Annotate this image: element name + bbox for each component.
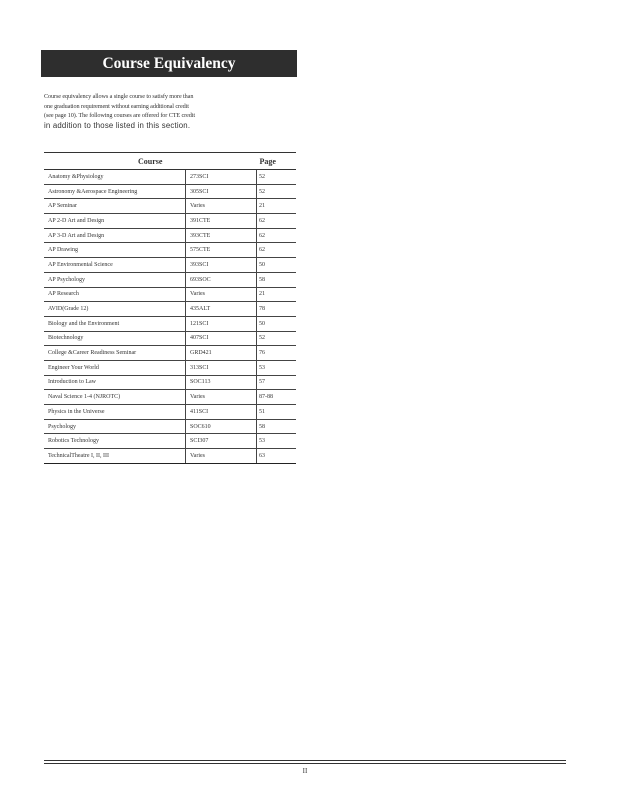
course-number-cell: 273SCI: [186, 170, 257, 185]
table-row: [44, 287, 296, 302]
table-row: [44, 419, 296, 434]
course-number-cell: SCI307: [186, 434, 257, 449]
table-row: [44, 316, 296, 331]
table-row: [44, 405, 296, 420]
course-page-cell: 52: [257, 331, 297, 346]
table-row: [44, 346, 296, 361]
course-number-cell: 411SCI: [186, 405, 257, 420]
course-name-cell: AVID(Grade 12): [44, 302, 186, 317]
course-name-cell: Physics in the Universe: [44, 405, 186, 420]
course-number-cell: 391CTE: [186, 214, 257, 229]
course-name-cell: Naval Science 1-4 (NJROTC): [44, 390, 186, 405]
course-number-cell: Varies: [186, 390, 257, 405]
course-number-cell: 305SCI: [186, 184, 257, 199]
table-row: [44, 184, 296, 199]
table-row: [44, 360, 296, 375]
footer-rule: [44, 763, 566, 764]
table-header-row: [44, 153, 296, 170]
course-number-cell: 393SCI: [186, 258, 257, 273]
intro-line: (see page 10). The following courses are offered for CTE credit: [44, 112, 196, 120]
course-page-cell: 58: [257, 419, 297, 434]
course-page-cell: 62: [257, 228, 297, 243]
course-name-cell: AP 2-D Art and Design: [44, 214, 186, 229]
page-title: Course Equivalency: [41, 50, 297, 77]
course-page-cell: 51: [257, 405, 297, 420]
course-number-cell: 121SCI: [186, 316, 257, 331]
course-name-cell: AP Drawing: [44, 243, 186, 258]
course-page-cell: 52: [257, 184, 297, 199]
course-name-cell: Biology and the Environment: [44, 316, 186, 331]
course-number-cell: Varies: [186, 287, 257, 302]
course-name-cell: Anatomy &Physiology: [44, 170, 186, 185]
course-number-cell: 435ALT: [186, 302, 257, 317]
course-number-cell: 575CTE: [186, 243, 257, 258]
course-number-cell: 393CTE: [186, 228, 257, 243]
table-row: [44, 331, 296, 346]
course-page-cell: 58: [257, 272, 297, 287]
course-page-cell: 76: [257, 346, 297, 361]
course-page-cell: 21: [257, 287, 297, 302]
course-number-cell: SOC113: [186, 375, 257, 390]
footer-rule: [44, 760, 566, 761]
course-page-cell: 50: [257, 316, 297, 331]
course-page-cell: 50: [257, 258, 297, 273]
course-name-cell: Robotics Technology: [44, 434, 186, 449]
table-row: [44, 243, 296, 258]
course-name-cell: AP Seminar: [44, 199, 186, 214]
page-number: II: [302, 767, 308, 775]
course-page-cell: 53: [257, 434, 297, 449]
course-page-cell: 53: [257, 360, 297, 375]
course-name-cell: College &Career Readiness Seminar: [44, 346, 186, 361]
course-name-cell: Engineer Your World: [44, 360, 186, 375]
course-name-cell: AP 3-D Art and Design: [44, 228, 186, 243]
intro-line: one graduation requirement without earning additional credit: [44, 102, 189, 110]
intro-line: Course equivalency allows a single course to satisfy more than: [44, 93, 194, 100]
course-equivalency-table: [44, 152, 296, 464]
course-name-cell: Astronomy &Aerospace Engineering: [44, 184, 186, 199]
table-row: [44, 449, 296, 464]
course-page-cell: 21: [257, 199, 297, 214]
course-page-cell: 87-88: [257, 390, 297, 405]
table-row: [44, 214, 296, 229]
table-row: [44, 272, 296, 287]
course-page-cell: 62: [257, 214, 297, 229]
course-name-cell: AP Environmental Science: [44, 258, 186, 273]
table-row: [44, 228, 296, 243]
table-body: [44, 170, 296, 464]
course-number-cell: SOC610: [186, 419, 257, 434]
course-page-cell: 52: [257, 170, 297, 185]
course-name-cell: AP Research: [44, 287, 186, 302]
course-name-cell: Psychology: [44, 419, 186, 434]
course-page-cell: 62: [257, 243, 297, 258]
table-row: [44, 390, 296, 405]
course-name-cell: TechnicalTheatre I, II, III: [44, 449, 186, 464]
course-number-cell: GRD421: [186, 346, 257, 361]
course-number-cell: Varies: [186, 449, 257, 464]
table-row: [44, 258, 296, 273]
intro-line: in addition to those listed in this section.: [44, 120, 191, 130]
intro-paragraph: [44, 92, 294, 131]
table-row: [44, 199, 296, 214]
course-name-cell: Biotechnology: [44, 331, 186, 346]
table-row: [44, 434, 296, 449]
table-row: [44, 170, 296, 185]
course-number-cell: 693SOC: [186, 272, 257, 287]
course-number-cell: 407SCI: [186, 331, 257, 346]
course-number-cell: Varies: [186, 199, 257, 214]
column-header-course: Course: [44, 153, 257, 170]
course-page-cell: 63: [257, 449, 297, 464]
course-page-cell: 57: [257, 375, 297, 390]
course-number-cell: 313SCI: [186, 360, 257, 375]
course-name-cell: AP Psychology: [44, 272, 186, 287]
course-name-cell: Introduction to Law: [44, 375, 186, 390]
table-row: [44, 302, 296, 317]
table-row: [44, 375, 296, 390]
column-header-page: Page: [257, 153, 297, 170]
course-page-cell: 78: [257, 302, 297, 317]
